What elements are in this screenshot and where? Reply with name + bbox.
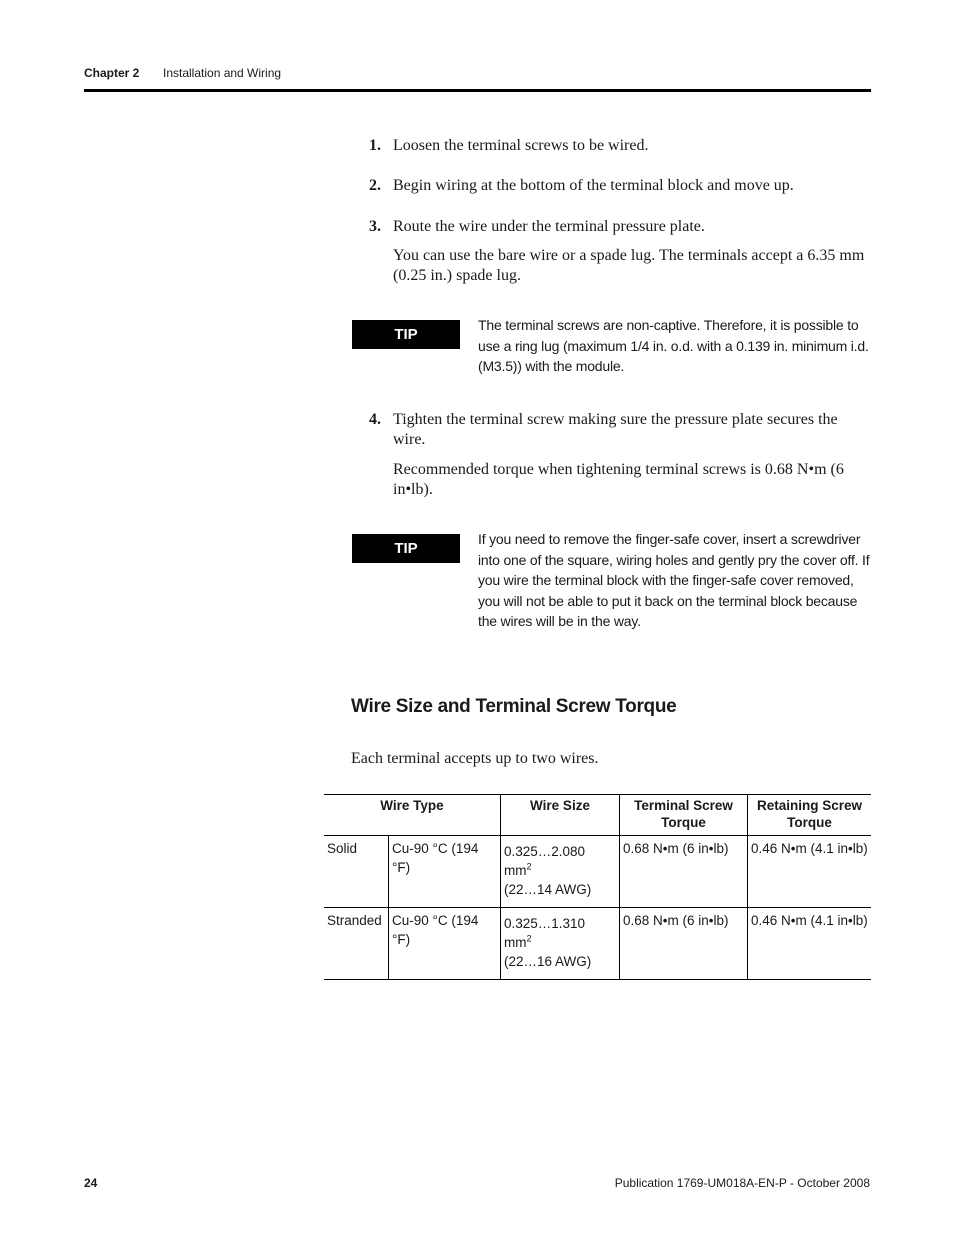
wire-spec-table: [324, 794, 871, 980]
wire-awg-value: (22…16 AWG): [504, 954, 592, 969]
publication-info: Publication 1769-UM018A-EN-P - October 2008: [614, 1176, 870, 1190]
step-4-note: Recommended torque when tightening terminal screws is 0.68 N•m (6 in•lb).: [393, 461, 844, 498]
step-text: Route the wire under the terminal pressure plate.: [393, 218, 705, 235]
col-header-wire-size: Wire Size: [501, 795, 620, 836]
section-label: Installation and Wiring: [163, 66, 282, 80]
col-header-retaining-torque: Retaining Screw Torque: [748, 795, 872, 836]
wire-size-value: 0.325…2.080 mm: [504, 844, 586, 878]
wire-size-cell: [501, 908, 620, 980]
step-number: 3.: [369, 218, 381, 235]
section-heading: Wire Size and Terminal Screw Torque: [351, 696, 677, 717]
table-row: [324, 836, 871, 908]
wire-awg-value: (22…14 AWG): [504, 882, 592, 897]
chapter-label: Chapter 2: [84, 66, 140, 80]
wire-size-value: 0.325…1.310 mm: [504, 916, 586, 950]
superscript: 2: [526, 933, 532, 944]
table-header-row: [324, 795, 871, 836]
tip-badge: TIP: [352, 534, 460, 563]
tip-text: The terminal screws are non-captive. Therefore, it is possible to use a ring lug (maximum 1/4 in. o.d. with a 0.139 in. minimum i.d. (M3.5)) with the module.: [478, 317, 869, 374]
step-text: Tighten the terminal screw making sure the pressure plate secures the wire.: [393, 411, 838, 448]
wire-type-cell: Solid: [324, 836, 389, 908]
step-text: Begin wiring at the bottom of the terminal block and move up.: [393, 177, 794, 194]
table-row: [324, 908, 871, 980]
page-number: 24: [84, 1176, 98, 1190]
wire-rating-cell: Cu-90 °C (194 °F): [389, 908, 501, 980]
terminal-torque-cell: 0.68 N•m (6 in•lb): [620, 908, 748, 980]
wire-rating-cell: Cu-90 °C (194 °F): [389, 836, 501, 908]
wire-size-cell: [501, 836, 620, 908]
col-header-wire-type: Wire Type: [324, 795, 501, 836]
step-number: 4.: [369, 411, 381, 428]
retaining-torque-cell: 0.46 N•m (4.1 in•lb): [748, 908, 872, 980]
step-number: 1.: [369, 137, 381, 154]
step-text: Loosen the terminal screws to be wired.: [393, 137, 649, 154]
col-header-terminal-torque: Terminal Screw Torque: [620, 795, 748, 836]
header-rule: [84, 89, 871, 92]
retaining-torque-cell: 0.46 N•m (4.1 in•lb): [748, 836, 872, 908]
step-3-note: You can use the bare wire or a spade lug. The terminals accept a 6.35 mm (0.25 in.) spade lug.: [393, 247, 865, 284]
page-header: [84, 66, 282, 80]
step-number: 2.: [369, 177, 381, 194]
terminal-torque-cell: 0.68 N•m (6 in•lb): [620, 836, 748, 908]
tip-text: If you need to remove the finger-safe cover, insert a screwdriver into one of the square, wiring holes and gently pry the cover off. If you wire the terminal block with the finger-safe cover removed, you will not be able to put it back on the terminal block because the wires will be in the way.: [478, 531, 870, 629]
wire-type-cell: Stranded: [324, 908, 389, 980]
superscript: 2: [526, 861, 532, 872]
section-intro: Each terminal accepts up to two wires.: [351, 750, 599, 767]
tip-badge: TIP: [352, 320, 460, 349]
